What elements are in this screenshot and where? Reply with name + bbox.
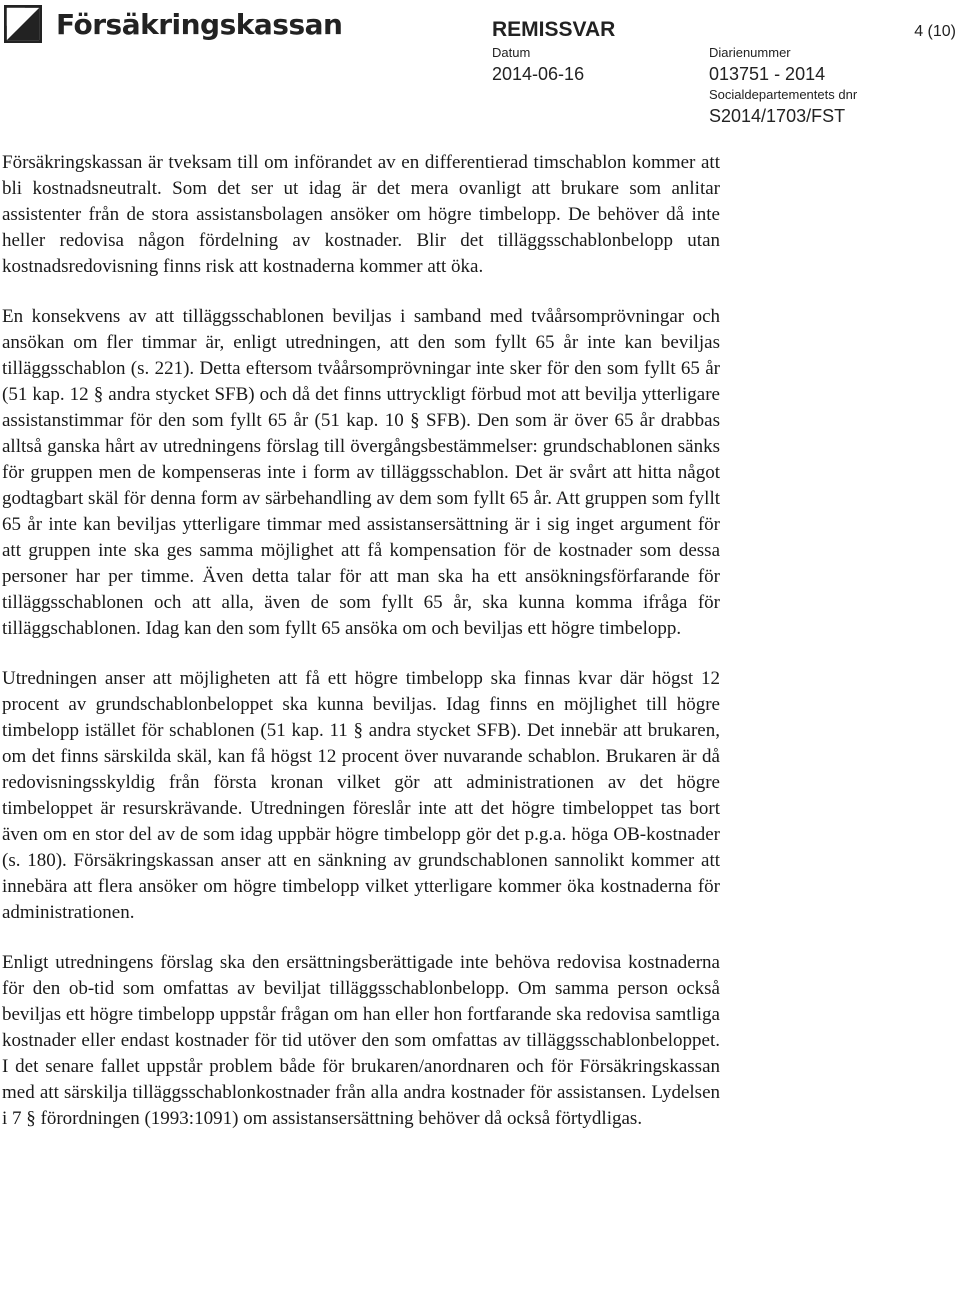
document-type: REMISSVAR: [492, 18, 616, 41]
page-number: 4 (10): [914, 23, 956, 40]
logo-mark-icon: [4, 5, 42, 43]
date-value: 2014-06-16: [492, 64, 585, 84]
body-text: [2, 150, 720, 1156]
paragraph: En konsekvens av att tilläggsschablonen beviljas i samband med tvåårsomprövningar och ansökan om fler timmar är, enligt utredningen, att den som fyllt 65 år inte kan beviljas tilläggsschablon (s. 221). Detta eftersom tvåårsomprövningar inte sker för den som fyllt 65 år (51 kap. 12 § andra stycket SFB) och då det finns uttryckligt förbud mot att bevilja ytterligare assistanstimmar för den som fyllt 65 år (51 kap. 10 § SFB). Den som är över 65 år drabbas alltså ganska hårt av utredningens förslag till övergångsbestämmelser: grundschablonen sänks för gruppen men de kompenseras inte i form av tilläggsschablon. Det är svårt att hitta något godtagbart skäl för denna form av särbehandling av dem som fyllt 65 år. Att gruppen som fyllt 65 år inte kan beviljas ytterligare timmar med assistansersättning är i sig inget argument för att gruppen inte ska ges samma möjlighet att få kompensation för de kostnader som dessa personer har per timme. Även detta talar för att man ska ha ett ansökningsförfarande för tilläggsschablonen och att alla, även de som fyllt 65 år, ska kunna komma ifråga för tilläggschablonen. Idag kan den som fyllt 65 ansöka om och beviljas ett högre timbelopp.: [2, 306, 720, 639]
department-dnr-value: S2014/1703/FST: [709, 106, 846, 126]
diarienummer-label: Diarienummer: [709, 45, 791, 60]
logo-text: Försäkringskassan: [56, 7, 343, 41]
agency-logo: [4, 4, 342, 44]
department-dnr-label: Socialdepartementets dnr: [709, 87, 858, 102]
paragraph: Utredningen anser att möjligheten att få ett högre timbelopp ska finnas kvar där högst 12 procent av grundschablonbeloppet ska kunna beviljas. Idag finns en möjlighet till högre timbelopp istället för schablonen (51 kap. 11 § andra stycket SFB). Det innebär att brukaren, om det finns särskilda skäl, kan få högst 12 procent över nuvarande schablon. Brukaren är då redovisningsskyldig från första kronan vilket gör att administrationen av det högre timbeloppet är resurskrävande. Utredningen föreslår inte att det högre timbeloppet tas bort även om en stor del av de som idag uppbär högre timbelopp gör det p.g.a. höga OB-kostnader (s. 180). Försäkringskassan anser att en sänkning av grundschablonen sannolikt kommer att innebära att flera ansöker om högre timbelopp vilket ytterligare kommer öka kostnaderna för administrationen.: [2, 668, 720, 923]
paragraph: Försäkringskassan är tveksam till om införandet av en differentierad timschablon kommer att bli kostnadsneutralt. Som det ser ut idag är det mera ovanligt att brukare som anlitar assistenter från de stora assistansbolagen ansöker om högre timbelopp. De behöver då inte heller redovisa någon fördelning av kostnader. Blir det tilläggsschablonbelopp utan kostnadsredovisning finns risk att kostnaderna kommer att öka.: [2, 152, 720, 277]
date-label: Datum: [492, 45, 531, 60]
diarienummer-value: 013751 - 2014: [709, 64, 826, 84]
paragraph: Enligt utredningens förslag ska den ersättningsberättigade inte behöva redovisa kostnaderna för den ob-tid som omfattas av beviljat tilläggsschablonbelopp. Om samma person också beviljas ett högre timbelopp uppstår frågan om han eller hon fortfarande ska redovisa samtliga kostnader eller endast kostnader för tid utöver den som omfattas av tilläggsschablonbeloppet. I det senare fallet uppstår problem både för brukaren/anordnaren och för Försäkringskassan med att särskilja tilläggsschablonkostnader från alla andra kostnader för assistansen. Lydelsen i 7 § förordningen (1993:1091) om assistansersättning behöver då också förtydligas.: [2, 952, 720, 1129]
